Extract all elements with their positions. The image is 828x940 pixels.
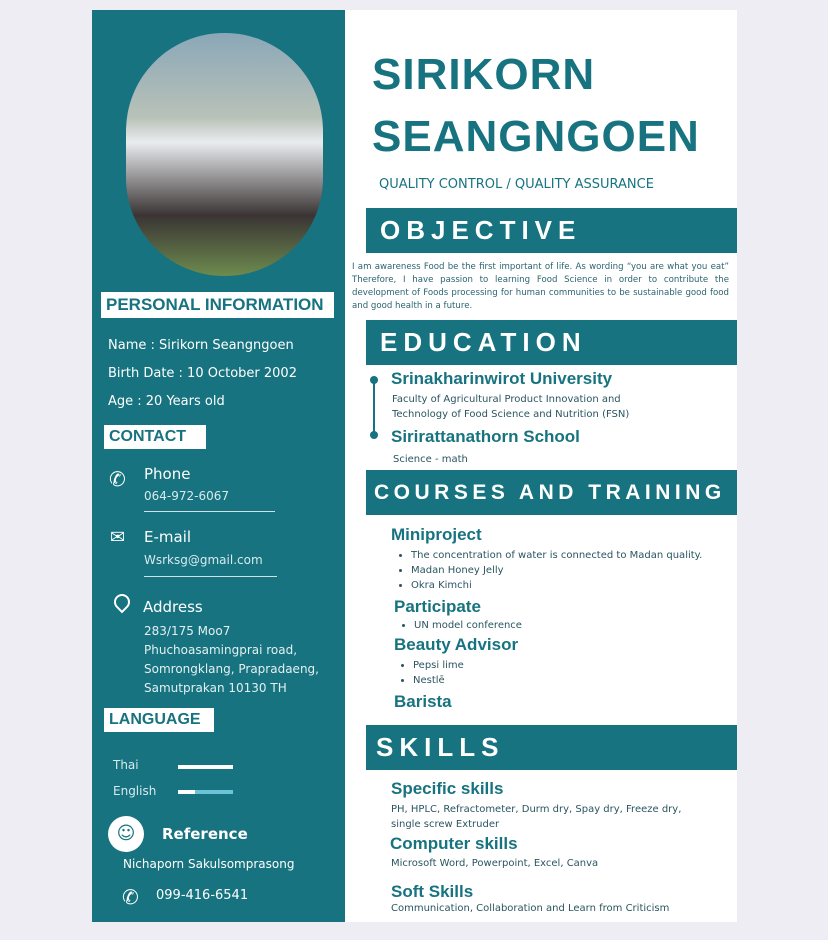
language-thai: Thai xyxy=(113,758,139,772)
email-value[interactable]: Wsrksg@gmail.com xyxy=(144,553,263,567)
profile-photo xyxy=(126,33,323,276)
skill-detail: Microsoft Word, Powerpoint, Excel, Canva xyxy=(391,858,599,869)
personal-age: Age : 20 Years old xyxy=(108,394,225,409)
reference-heading: Reference xyxy=(162,825,248,843)
course-group: Participate xyxy=(394,597,481,616)
location-pin-icon xyxy=(111,591,134,614)
course-group: Beauty Advisor xyxy=(394,635,519,654)
skill-detail: PH, HPLC, Refractometer, Durm dry, Spay dry, Freeze dry, single screw Extruder xyxy=(391,804,682,830)
language-english-bar xyxy=(178,790,233,794)
objective-text: I am awareness Food be the first important of life. As wording “you are what you eat” Therefore, I have passion to learning Food Science in order to contribute the development of Foods processing for human communities to be sustainable good food and good health in a future. xyxy=(352,262,729,311)
education-school: Sirirattanathorn School xyxy=(391,427,580,446)
phone-label: Phone xyxy=(144,465,191,483)
course-group: Barista xyxy=(394,692,452,711)
job-title: QUALITY CONTROL / QUALITY ASSURANCE xyxy=(379,177,654,192)
skill-detail: Communication, Collaboration and Learn from Criticism xyxy=(391,903,670,914)
reference-icon: ☺ xyxy=(108,816,144,852)
email-label: E-mail xyxy=(144,528,192,546)
personal-info-heading: PERSONAL INFORMATION xyxy=(101,292,334,318)
personal-birth: Birth Date : 10 October 2002 xyxy=(108,366,297,381)
mail-icon: ✉ xyxy=(110,527,126,548)
reference-phone-icon: ✆ xyxy=(122,885,139,909)
phone-icon: ✆ xyxy=(109,467,126,491)
course-list: • Pepsi lime • Nestlē xyxy=(393,658,464,688)
address-label: Address xyxy=(143,598,203,616)
education-detail: Science - math xyxy=(393,454,468,465)
education-detail: Faculty of Agricultural Product Innovation and Technology of Food Science and Nutrition (FSN) xyxy=(392,394,630,420)
course-group: Miniproject xyxy=(391,525,482,544)
course-list: • The concentration of water is connected to Madan quality. • Madan Honey Jelly • Okra Kimchi xyxy=(391,548,702,593)
skills-heading: SKILLS xyxy=(366,725,737,770)
timeline xyxy=(373,378,375,436)
language-english: English xyxy=(113,784,157,798)
objective-heading: OBJECTIVE xyxy=(366,208,737,253)
skill-group: Computer skills xyxy=(390,834,518,853)
reference-name: Nichaporn Sakulsomprasong xyxy=(123,857,295,871)
candidate-name: SIRIKORN SEANGNGOEN xyxy=(372,50,700,161)
language-heading: LANGUAGE xyxy=(104,708,214,732)
address-value: 283/175 Moo7 Phuchoasamingprai road, Somrongklang, Prapradaeng, Samutprakan 10130 TH xyxy=(144,624,319,695)
language-thai-bar xyxy=(178,765,233,769)
skill-group: Specific skills xyxy=(391,779,504,798)
personal-name: Name : Sirikorn Seangngoen xyxy=(108,338,294,353)
courses-heading: COURSES AND TRAINING xyxy=(366,470,737,515)
sidebar xyxy=(92,10,345,922)
education-heading: EDUCATION xyxy=(366,320,737,365)
skill-group: Soft Skills xyxy=(391,882,474,901)
education-school: Srinakharinwirot University xyxy=(391,369,613,388)
reference-phone[interactable]: 099-416-6541 xyxy=(156,888,249,903)
course-list: • UN model conference xyxy=(394,618,522,633)
contact-heading: CONTACT xyxy=(104,425,206,449)
resume-page xyxy=(92,10,737,922)
phone-value[interactable]: 064-972-6067 xyxy=(144,489,230,503)
